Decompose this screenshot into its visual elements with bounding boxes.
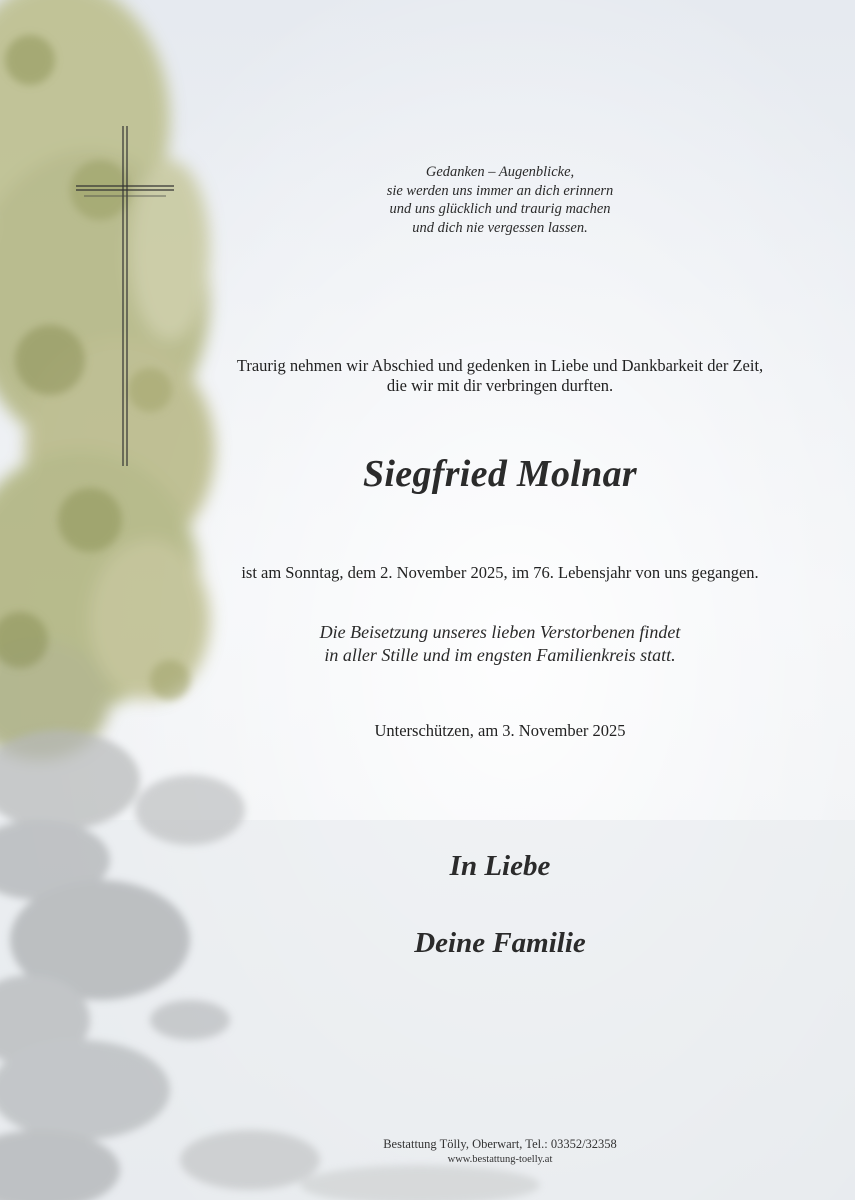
poem-line: Gedanken – Augenblicke, (425, 164, 575, 180)
poem-line: und uns glücklich und traurig machen (389, 201, 611, 217)
footer-website: www.bestattung-toelly.at (447, 1154, 553, 1165)
intro-line: Traurig nehmen wir Abschied und gedenken in Liebe und Dankbarkeit der Zeit, (236, 356, 764, 375)
footer (150, 1136, 850, 1168)
deceased-name: Siegfried Molnar (363, 453, 637, 495)
burial-line: in aller Stille und im engsten Familienkreis statt. (324, 645, 676, 665)
intro-text (150, 356, 850, 396)
burial-line: Die Beisetzung unseres lieben Verstorbenen findet (319, 622, 681, 642)
memorial-poem (150, 163, 850, 237)
closing-love: In Liebe (449, 850, 551, 882)
place-date: Unterschützen, am 3. November 2025 (374, 721, 626, 740)
burial-notice (150, 621, 850, 667)
poem-line: und dich nie vergessen lassen. (412, 219, 588, 236)
poem-line: sie werden uns immer an dich erinnern (386, 182, 614, 199)
footer-company: Bestattung Tölly, Oberwart, Tel.: 03352/32358 (383, 1137, 617, 1151)
death-notice: ist am Sonntag, dem 2. November 2025, im 76. Lebensjahr von uns gegangen. (241, 563, 759, 582)
intro-line: die wir mit dir verbringen durften. (386, 376, 614, 395)
closing-family: Deine Familie (414, 927, 586, 959)
